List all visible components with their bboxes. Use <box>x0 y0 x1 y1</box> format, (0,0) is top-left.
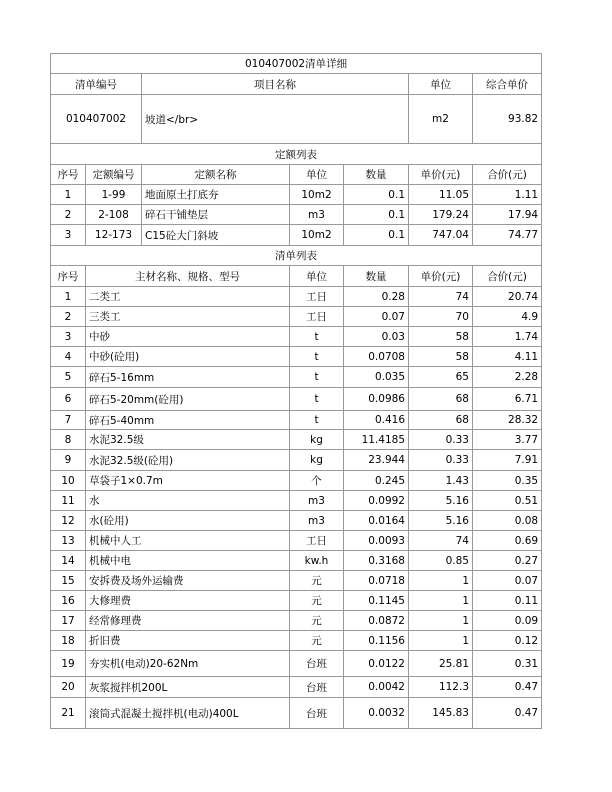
material-name: 碎石5-20mm(砼用) <box>86 388 290 411</box>
material-no: 9 <box>51 450 86 471</box>
material-unit: 元 <box>290 631 344 651</box>
quota-code: 2-108 <box>86 205 142 225</box>
col-material-name: 主材名称、规格、型号 <box>86 266 290 287</box>
material-name: 机械中电 <box>86 551 290 571</box>
material-row <box>51 531 542 551</box>
material-no: 21 <box>51 698 86 729</box>
material-total: 0.31 <box>473 651 542 677</box>
material-unit: 工日 <box>290 531 344 551</box>
material-price: 58 <box>409 347 473 367</box>
material-name: 折旧费 <box>86 631 290 651</box>
quota-unit: 10m2 <box>290 185 344 205</box>
list-item-name: 坡道</br> <box>142 95 409 144</box>
material-total: 3.77 <box>473 430 542 450</box>
material-qty: 0.0093 <box>344 531 409 551</box>
material-unit: kg <box>290 450 344 471</box>
list-item-price: 93.82 <box>473 95 542 144</box>
material-no: 13 <box>51 531 86 551</box>
material-price: 1 <box>409 631 473 651</box>
material-no: 19 <box>51 651 86 677</box>
material-row <box>51 327 542 347</box>
material-name: 水 <box>86 491 290 511</box>
detail-table <box>50 53 542 729</box>
material-unit: kw.h <box>290 551 344 571</box>
quota-no: 3 <box>51 225 86 246</box>
material-total: 1.74 <box>473 327 542 347</box>
material-unit: 元 <box>290 591 344 611</box>
material-name: 水(砼用) <box>86 511 290 531</box>
material-no: 6 <box>51 388 86 411</box>
material-total: 0.47 <box>473 698 542 729</box>
material-row <box>51 511 542 531</box>
material-qty: 0.07 <box>344 307 409 327</box>
quota-row <box>51 205 542 225</box>
material-qty: 0.1156 <box>344 631 409 651</box>
material-row <box>51 307 542 327</box>
material-no: 5 <box>51 367 86 388</box>
material-header-row <box>51 266 542 287</box>
material-no: 12 <box>51 511 86 531</box>
material-name: 机械中人工 <box>86 531 290 551</box>
material-qty: 23.944 <box>344 450 409 471</box>
quota-code: 1-99 <box>86 185 142 205</box>
list-item-unit: m2 <box>409 95 473 144</box>
material-name: 水泥32.5级 <box>86 430 290 450</box>
material-price: 74 <box>409 531 473 551</box>
col-quota-name: 定额名称 <box>142 165 290 185</box>
material-total: 0.12 <box>473 631 542 651</box>
material-row <box>51 411 542 430</box>
col-total: 合价(元) <box>473 165 542 185</box>
material-row <box>51 551 542 571</box>
material-unit: 台班 <box>290 677 344 698</box>
list-item-code: 010407002 <box>51 95 142 144</box>
material-row <box>51 571 542 591</box>
quota-name: 地面原土打底夯 <box>142 185 290 205</box>
quota-unit: m3 <box>290 205 344 225</box>
quota-total: 74.77 <box>473 225 542 246</box>
col-unit: 单位 <box>290 266 344 287</box>
col-total: 合价(元) <box>473 266 542 287</box>
material-name: 三类工 <box>86 307 290 327</box>
material-qty: 0.245 <box>344 471 409 491</box>
material-qty: 0.416 <box>344 411 409 430</box>
col-no: 序号 <box>51 266 86 287</box>
quota-row <box>51 185 542 205</box>
material-row <box>51 347 542 367</box>
col-list-code: 清单编号 <box>51 74 142 95</box>
material-name: 碎石5-40mm <box>86 411 290 430</box>
material-total: 0.09 <box>473 611 542 631</box>
material-price: 58 <box>409 327 473 347</box>
material-price: 1 <box>409 571 473 591</box>
material-unit: t <box>290 327 344 347</box>
material-price: 145.83 <box>409 698 473 729</box>
material-unit: 元 <box>290 571 344 591</box>
material-no: 3 <box>51 327 86 347</box>
material-price: 25.81 <box>409 651 473 677</box>
material-row <box>51 367 542 388</box>
material-row <box>51 677 542 698</box>
material-unit: kg <box>290 430 344 450</box>
material-qty: 0.0042 <box>344 677 409 698</box>
material-qty: 0.035 <box>344 367 409 388</box>
material-name: 草袋子1×0.7m <box>86 471 290 491</box>
material-price: 70 <box>409 307 473 327</box>
material-qty: 0.0708 <box>344 347 409 367</box>
quota-price: 179.24 <box>409 205 473 225</box>
material-name: 碎石5-16mm <box>86 367 290 388</box>
material-total: 0.27 <box>473 551 542 571</box>
material-no: 17 <box>51 611 86 631</box>
material-price: 112.3 <box>409 677 473 698</box>
material-total: 7.91 <box>473 450 542 471</box>
material-price: 5.16 <box>409 491 473 511</box>
material-row <box>51 611 542 631</box>
quota-qty: 0.1 <box>344 205 409 225</box>
col-price: 单价(元) <box>409 165 473 185</box>
material-name: 滚筒式混凝土搅拌机(电动)400L <box>86 698 290 729</box>
quota-price: 747.04 <box>409 225 473 246</box>
material-section-title: 清单列表 <box>51 246 542 266</box>
material-total: 0.07 <box>473 571 542 591</box>
material-row <box>51 388 542 411</box>
material-unit: 工日 <box>290 287 344 307</box>
quota-no: 2 <box>51 205 86 225</box>
col-quota-code: 定额编号 <box>86 165 142 185</box>
material-no: 18 <box>51 631 86 651</box>
quota-code: 12-173 <box>86 225 142 246</box>
material-unit: t <box>290 347 344 367</box>
material-qty: 0.1145 <box>344 591 409 611</box>
material-name: 灰浆搅拌机200L <box>86 677 290 698</box>
col-qty: 数量 <box>344 165 409 185</box>
material-qty: 11.4185 <box>344 430 409 450</box>
material-name: 中砂 <box>86 327 290 347</box>
material-price: 0.33 <box>409 450 473 471</box>
material-no: 4 <box>51 347 86 367</box>
material-unit: 台班 <box>290 651 344 677</box>
material-no: 8 <box>51 430 86 450</box>
material-no: 7 <box>51 411 86 430</box>
material-row <box>51 491 542 511</box>
material-name: 夯实机(电动)20-62Nm <box>86 651 290 677</box>
material-total: 0.11 <box>473 591 542 611</box>
material-price: 68 <box>409 411 473 430</box>
material-price: 0.85 <box>409 551 473 571</box>
material-name: 中砂(砼用) <box>86 347 290 367</box>
material-qty: 0.0992 <box>344 491 409 511</box>
material-row <box>51 651 542 677</box>
material-no: 16 <box>51 591 86 611</box>
sheet-title: 010407002清单详细 <box>51 54 542 74</box>
material-row <box>51 430 542 450</box>
material-qty: 0.0032 <box>344 698 409 729</box>
quota-total: 17.94 <box>473 205 542 225</box>
material-name: 水泥32.5级(砼用) <box>86 450 290 471</box>
material-qty: 0.0122 <box>344 651 409 677</box>
material-no: 15 <box>51 571 86 591</box>
material-qty: 0.0986 <box>344 388 409 411</box>
material-total: 28.32 <box>473 411 542 430</box>
material-unit: t <box>290 411 344 430</box>
material-qty: 0.28 <box>344 287 409 307</box>
material-unit: m3 <box>290 491 344 511</box>
material-qty: 0.0164 <box>344 511 409 531</box>
material-row <box>51 450 542 471</box>
material-unit: t <box>290 367 344 388</box>
quota-qty: 0.1 <box>344 225 409 246</box>
material-total: 2.28 <box>473 367 542 388</box>
material-unit: t <box>290 388 344 411</box>
quota-name: 碎石干铺垫层 <box>142 205 290 225</box>
material-price: 1 <box>409 591 473 611</box>
material-no: 1 <box>51 287 86 307</box>
quota-no: 1 <box>51 185 86 205</box>
material-price: 65 <box>409 367 473 388</box>
quota-header-row <box>51 165 542 185</box>
material-total: 0.47 <box>473 677 542 698</box>
material-name: 经常修理费 <box>86 611 290 631</box>
material-price: 74 <box>409 287 473 307</box>
material-unit: 台班 <box>290 698 344 729</box>
col-item-name: 项目名称 <box>142 74 409 95</box>
quota-row <box>51 225 542 246</box>
list-header-row <box>51 74 542 95</box>
material-total: 6.71 <box>473 388 542 411</box>
material-total: 0.08 <box>473 511 542 531</box>
material-name: 安拆费及场外运输费 <box>86 571 290 591</box>
material-qty: 0.0872 <box>344 611 409 631</box>
material-total: 20.74 <box>473 287 542 307</box>
material-total: 0.51 <box>473 491 542 511</box>
col-unit: 单位 <box>290 165 344 185</box>
material-name: 二类工 <box>86 287 290 307</box>
material-price: 0.33 <box>409 430 473 450</box>
material-unit: m3 <box>290 511 344 531</box>
material-total: 4.11 <box>473 347 542 367</box>
col-unit: 单位 <box>409 74 473 95</box>
detail-sheet <box>50 53 541 729</box>
col-no: 序号 <box>51 165 86 185</box>
material-price: 1.43 <box>409 471 473 491</box>
col-price: 单价(元) <box>409 266 473 287</box>
material-row <box>51 631 542 651</box>
quota-total: 1.11 <box>473 185 542 205</box>
material-price: 1 <box>409 611 473 631</box>
material-total: 0.69 <box>473 531 542 551</box>
material-row <box>51 471 542 491</box>
material-total: 0.35 <box>473 471 542 491</box>
col-unit-price: 综合单价 <box>473 74 542 95</box>
material-no: 11 <box>51 491 86 511</box>
material-unit: 元 <box>290 611 344 631</box>
material-no: 20 <box>51 677 86 698</box>
material-total: 4.9 <box>473 307 542 327</box>
material-name: 大修理费 <box>86 591 290 611</box>
material-unit: 个 <box>290 471 344 491</box>
quota-unit: 10m2 <box>290 225 344 246</box>
material-price: 5.16 <box>409 511 473 531</box>
material-qty: 0.3168 <box>344 551 409 571</box>
material-row <box>51 698 542 729</box>
material-price: 68 <box>409 388 473 411</box>
quota-section-title: 定额列表 <box>51 144 542 165</box>
material-unit: 工日 <box>290 307 344 327</box>
material-qty: 0.0718 <box>344 571 409 591</box>
material-no: 10 <box>51 471 86 491</box>
material-no: 2 <box>51 307 86 327</box>
quota-qty: 0.1 <box>344 185 409 205</box>
material-row <box>51 591 542 611</box>
material-row <box>51 287 542 307</box>
col-qty: 数量 <box>344 266 409 287</box>
quota-price: 11.05 <box>409 185 473 205</box>
list-item-row <box>51 95 542 144</box>
material-qty: 0.03 <box>344 327 409 347</box>
quota-name: C15砼大门斜坡 <box>142 225 290 246</box>
material-no: 14 <box>51 551 86 571</box>
